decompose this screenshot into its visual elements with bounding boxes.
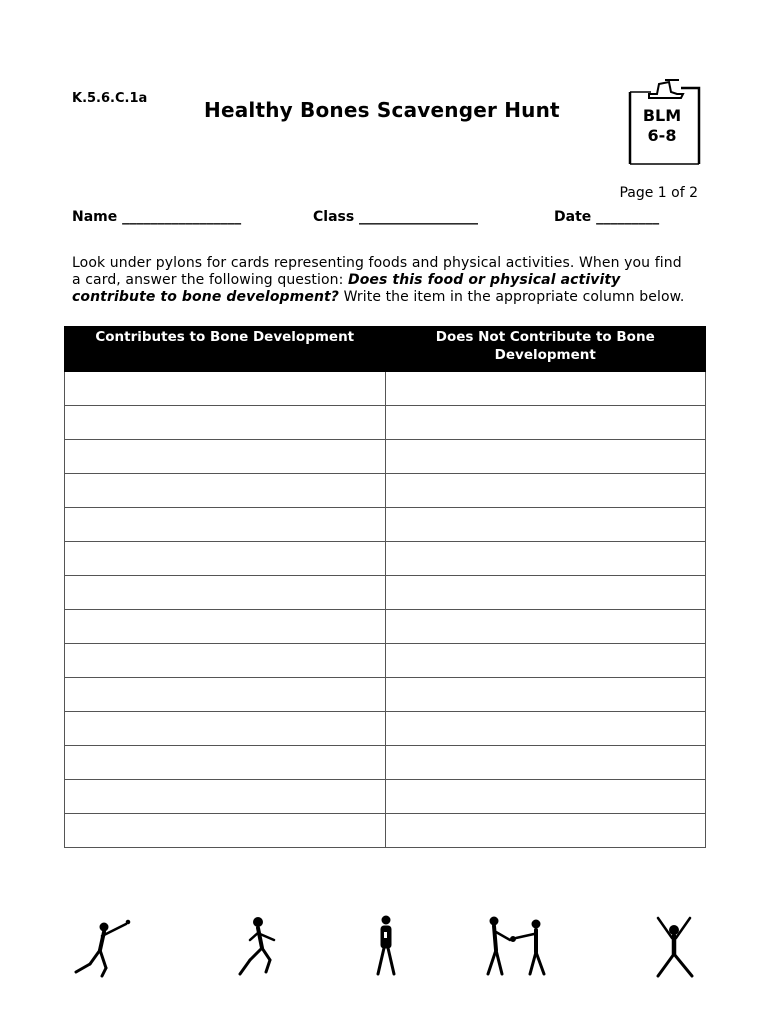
- table-row: [65, 508, 706, 542]
- contributes-cell[interactable]: [65, 406, 386, 440]
- blm-label: BLM: [642, 106, 682, 125]
- table-row: [65, 746, 706, 780]
- does-not-contribute-cell[interactable]: [385, 406, 706, 440]
- column-header-does-not-contribute: Does Not Contribute to Bone Development: [385, 327, 706, 372]
- blm-number: 6-8: [647, 126, 677, 145]
- does-not-contribute-cell[interactable]: [385, 440, 706, 474]
- contributes-cell[interactable]: [65, 440, 386, 474]
- column-header-contributes: Contributes to Bone Development: [65, 327, 386, 372]
- does-not-contribute-cell[interactable]: [385, 814, 706, 848]
- table-row: [65, 372, 706, 406]
- table-row: [65, 814, 706, 848]
- date-field[interactable]: Date _________: [554, 209, 660, 225]
- answer-table: [64, 326, 706, 848]
- does-not-contribute-cell[interactable]: [385, 780, 706, 814]
- contributes-cell[interactable]: [65, 814, 386, 848]
- contributes-cell[interactable]: [65, 542, 386, 576]
- does-not-contribute-cell[interactable]: [385, 678, 706, 712]
- page-title: Healthy Bones Scavenger Hunt: [204, 98, 560, 122]
- curriculum-code: K.5.6.C.1a: [72, 91, 148, 106]
- table-row: [65, 542, 706, 576]
- contributes-cell[interactable]: [65, 780, 386, 814]
- table-row: [65, 644, 706, 678]
- instructions-text-end: Write the item in the appropriate column below.: [339, 289, 685, 305]
- table-row: [65, 678, 706, 712]
- two-people-playing-icon: [488, 917, 544, 974]
- contributes-cell[interactable]: [65, 610, 386, 644]
- does-not-contribute-cell[interactable]: [385, 372, 706, 406]
- class-field[interactable]: Class _________________: [313, 209, 479, 225]
- contributes-cell[interactable]: [65, 474, 386, 508]
- contributes-cell[interactable]: [65, 372, 386, 406]
- does-not-contribute-cell[interactable]: [385, 542, 706, 576]
- table-row: [65, 440, 706, 474]
- table-row: [65, 712, 706, 746]
- instructions-question: Does this food or physical activity contribute to bone development?: [72, 272, 621, 305]
- instructions: [72, 255, 692, 306]
- does-not-contribute-cell[interactable]: [385, 610, 706, 644]
- does-not-contribute-cell[interactable]: [385, 576, 706, 610]
- instructions-text: Look under pylons for cards representing foods and physical activities. When you find a card, answer the following question:: [72, 255, 682, 288]
- contributes-cell[interactable]: [65, 508, 386, 542]
- standing-person-icon: [378, 916, 394, 974]
- name-field[interactable]: Name _________________: [72, 209, 242, 225]
- contributes-cell[interactable]: [65, 644, 386, 678]
- runner-icon: [240, 918, 274, 975]
- contributes-cell[interactable]: [65, 678, 386, 712]
- page-number: Page 1 of 2: [619, 185, 698, 201]
- table-row: [65, 474, 706, 508]
- contributes-cell[interactable]: [65, 746, 386, 780]
- does-not-contribute-cell[interactable]: [385, 508, 706, 542]
- does-not-contribute-cell[interactable]: [385, 746, 706, 780]
- table-row: [65, 576, 706, 610]
- baseball-batter-icon: [76, 920, 130, 976]
- does-not-contribute-cell[interactable]: [385, 474, 706, 508]
- table-row: [65, 406, 706, 440]
- contributes-cell[interactable]: [65, 712, 386, 746]
- contributes-cell[interactable]: [65, 576, 386, 610]
- does-not-contribute-cell[interactable]: [385, 712, 706, 746]
- does-not-contribute-cell[interactable]: [385, 644, 706, 678]
- activity-figures: [60, 910, 710, 990]
- table-row: [65, 780, 706, 814]
- jumping-person-icon: [658, 918, 692, 976]
- table-row: [65, 610, 706, 644]
- blm-clipboard-icon: [627, 76, 705, 168]
